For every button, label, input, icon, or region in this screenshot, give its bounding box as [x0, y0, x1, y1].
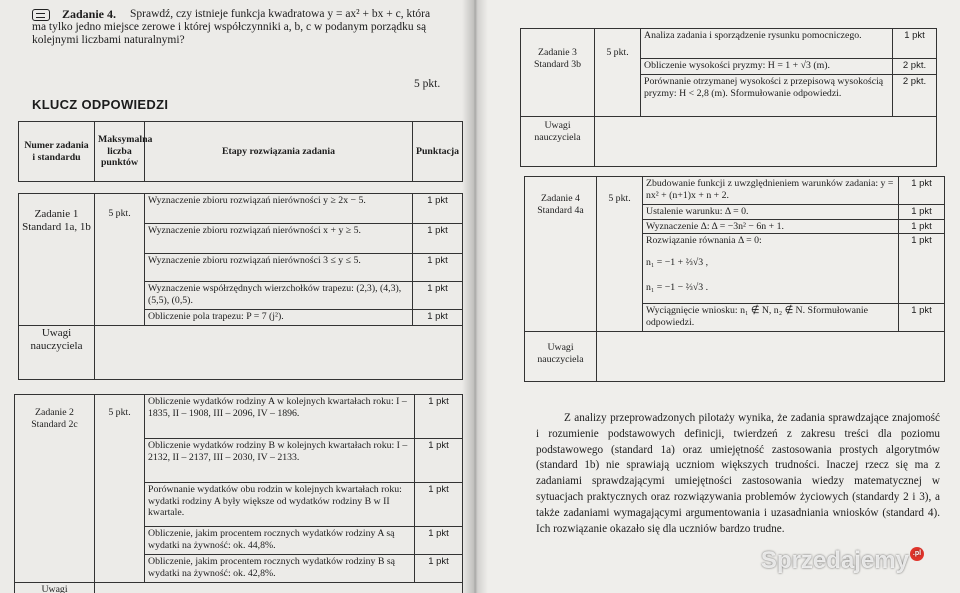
task2-step-points: 1 pkt: [415, 395, 463, 439]
task1-step-points: 1 pkt: [413, 194, 463, 224]
task2-step: Obliczenie wydatków rodziny A w kolejnych kwartałach roku: I – 1835, II – 1908, III – 2096, IV – 1896.: [145, 395, 415, 439]
task1-step: Obliczenie pola trapezu: P = 7 (j²).: [145, 310, 413, 326]
task1-step: Wyznaczenie zbioru rozwiązań nierówności 3 ≤ y ≤ 5.: [145, 254, 413, 282]
header-col-number: Numer zadania i standardu: [19, 122, 95, 182]
task2-step: Obliczenie wydatków rodziny B w kolejnych kwartałach roku: I – 2132, II – 2137, III – 2030, IV – 2133.: [145, 439, 415, 483]
task4-title: Zadanie 4.: [62, 7, 117, 21]
task2-label: Zadanie 2 Standard 2c: [15, 395, 95, 583]
key-table-header: [18, 121, 463, 182]
task3-step-points: 1 pkt: [893, 29, 937, 59]
task4-step-points: 1 pkt: [899, 205, 945, 220]
task3-step-points: 2 pkt.: [893, 59, 937, 75]
task3-teacher-notes-label: Uwagi nauczyciela: [521, 117, 595, 167]
task4-step-points: 1 pkt: [899, 234, 945, 304]
task4-step-points: 1 pkt: [899, 304, 945, 332]
task4-teacher-notes-area: [597, 332, 945, 382]
task1-table: [18, 193, 463, 380]
task4-step: Zbudowanie funkcji z uwzględnieniem warunków zadania: y = nx² + (n+1)x + n + 2.: [643, 177, 899, 205]
task3-step: Analiza zadania i sporządzenie rysunku pomocniczego.: [641, 29, 893, 59]
task2-table: [14, 394, 463, 593]
task1-step: Wyznaczenie współrzędnych wierzchołków trapezu: (2,3), (4,3), (5,5), (0,5).: [145, 282, 413, 310]
task3-teacher-notes-area: [595, 117, 937, 167]
task4-root2: n₁ = −1 − ⅔√3 .: [646, 282, 709, 293]
task4-text: Sprawdź, czy istnieje funkcja kwadratowa y = ax² + bx + c, która ma tylko jedno miejsce zerowe i której współczynniki a, b, c w podanym porządku są kolejnymi liczbami naturalnymi?: [32, 8, 431, 46]
task4-step-points: 1 pkt: [899, 177, 945, 205]
task4-step: Wyciągnięcie wniosku: n₁ ∉ N, n₂ ∉ N. Sformułowanie odpowiedzi.: [643, 304, 899, 332]
task2-max: 5 pkt.: [95, 395, 145, 583]
task4-label: Zadanie 4 Standard 4a: [525, 177, 597, 332]
task2-step-points: 1 pkt: [415, 439, 463, 483]
header-col-max: Maksymalna liczba punktów: [95, 122, 145, 182]
watermark-badge: .pl: [910, 547, 924, 561]
task4-solve-step: [643, 234, 899, 304]
task1-step: Wyznaczenie zbioru rozwiązań nierówności x + y ≥ 5.: [145, 224, 413, 254]
task2-teacher-notes-label: Uwagi: [15, 583, 95, 593]
header-col-steps: Etapy rozwiązania zadania: [145, 122, 413, 182]
task4-step: Wyznaczenie Δ: Δ = −3n² − 6n + 1.: [643, 219, 899, 234]
right-page: [474, 0, 960, 593]
task4-solve-label: Rozwiązanie równania Δ = 0:: [646, 235, 762, 246]
task3-table: [520, 28, 937, 167]
left-page: [0, 0, 474, 593]
task2-step-points: 1 pkt: [415, 555, 463, 583]
task2-step: Obliczenie, jakim procentem rocznych wydatków rodziny A są wydatki na żywność: ok. 44,8%.: [145, 527, 415, 555]
task2-step: Porównanie wydatków obu rodzin w kolejnych kwartałach roku: wydatki rodziny A były większe od wydatków rodziny B w II kwartale.: [145, 483, 415, 527]
task2-step-points: 1 pkt: [415, 527, 463, 555]
task1-max: 5 pkt.: [95, 194, 145, 326]
task3-step: Obliczenie wysokości pryzmy: H = 1 + √3 (m).: [641, 59, 893, 75]
summary-paragraph: Z analizy przeprowadzonych pilotaży wynika, że zadania sprawdzające znajomość i rozumienie podstawowych definicji, twierdzeń z zakresu treści dla poziomu podstawowego (standard 1a) oraz umiejętność zastosowania prostych algorytmów (standard 1b) nie sprawiają uczniom większych trudności. Inaczej rzecz się ma z zadaniami sprawdzającymi umiejętności zastosowania wiedzy matematycznej w sytuacjach praktycznych oraz rozwiązywania problemów życiowych (standardy 2 i 3), a także zadaniami wymagającymi argumentowania i uzasadniania wniosków (standard 4). Ich rozwiązanie okazało się dla uczniów bardzo trudne.: [536, 412, 940, 535]
task2-step: Obliczenie, jakim procentem rocznych wydatków rodziny B są wydatki na żywność: ok. 42,8%.: [145, 555, 415, 583]
task1-step-points: 1 pkt: [413, 254, 463, 282]
task4-table: [524, 176, 945, 382]
task2-step-points: 1 pkt: [415, 483, 463, 527]
task1-step-points: 1 pkt: [413, 310, 463, 326]
task1-step-points: 1 pkt: [413, 224, 463, 254]
key-heading: KLUCZ ODPOWIEDZI: [32, 97, 169, 112]
task4-teacher-notes-label: Uwagi nauczyciela: [525, 332, 597, 382]
task4-points: 5 pkt.: [414, 78, 441, 90]
task3-max: 5 pkt.: [595, 29, 641, 117]
task4-max: 5 pkt.: [597, 177, 643, 332]
task4-step-points: 1 pkt: [899, 219, 945, 234]
header-col-points: Punktacja: [413, 122, 463, 182]
task3-step: Porównanie otrzymanej wysokości z przepisową wysokością pryzmy: H < 2,8 (m). Sformułowanie odpowiedzi.: [641, 75, 893, 117]
task3-label: Zadanie 3 Standard 3b: [521, 29, 595, 117]
watermark-text: Sprzedajemy: [760, 547, 909, 574]
task4-root1: n₁ = −1 + ⅔√3 ,: [646, 256, 709, 268]
task1-teacher-notes-label: Uwagi nauczyciela: [19, 326, 95, 380]
task1-label: Zadanie 1 Standard 1a, 1b: [19, 194, 95, 326]
task4-step: Ustalenie warunku: Δ = 0.: [643, 205, 899, 220]
book-gutter: [462, 0, 488, 593]
task2-teacher-notes-area: [95, 583, 463, 593]
task3-step-points: 2 pkt.: [893, 75, 937, 117]
task1-step: Wyznaczenie zbioru rozwiązań nierówności y ≥ 2x − 5.: [145, 194, 413, 224]
task1-teacher-notes-area: [95, 326, 463, 380]
watermark: [761, 547, 924, 575]
task1-step-points: 1 pkt: [413, 282, 463, 310]
